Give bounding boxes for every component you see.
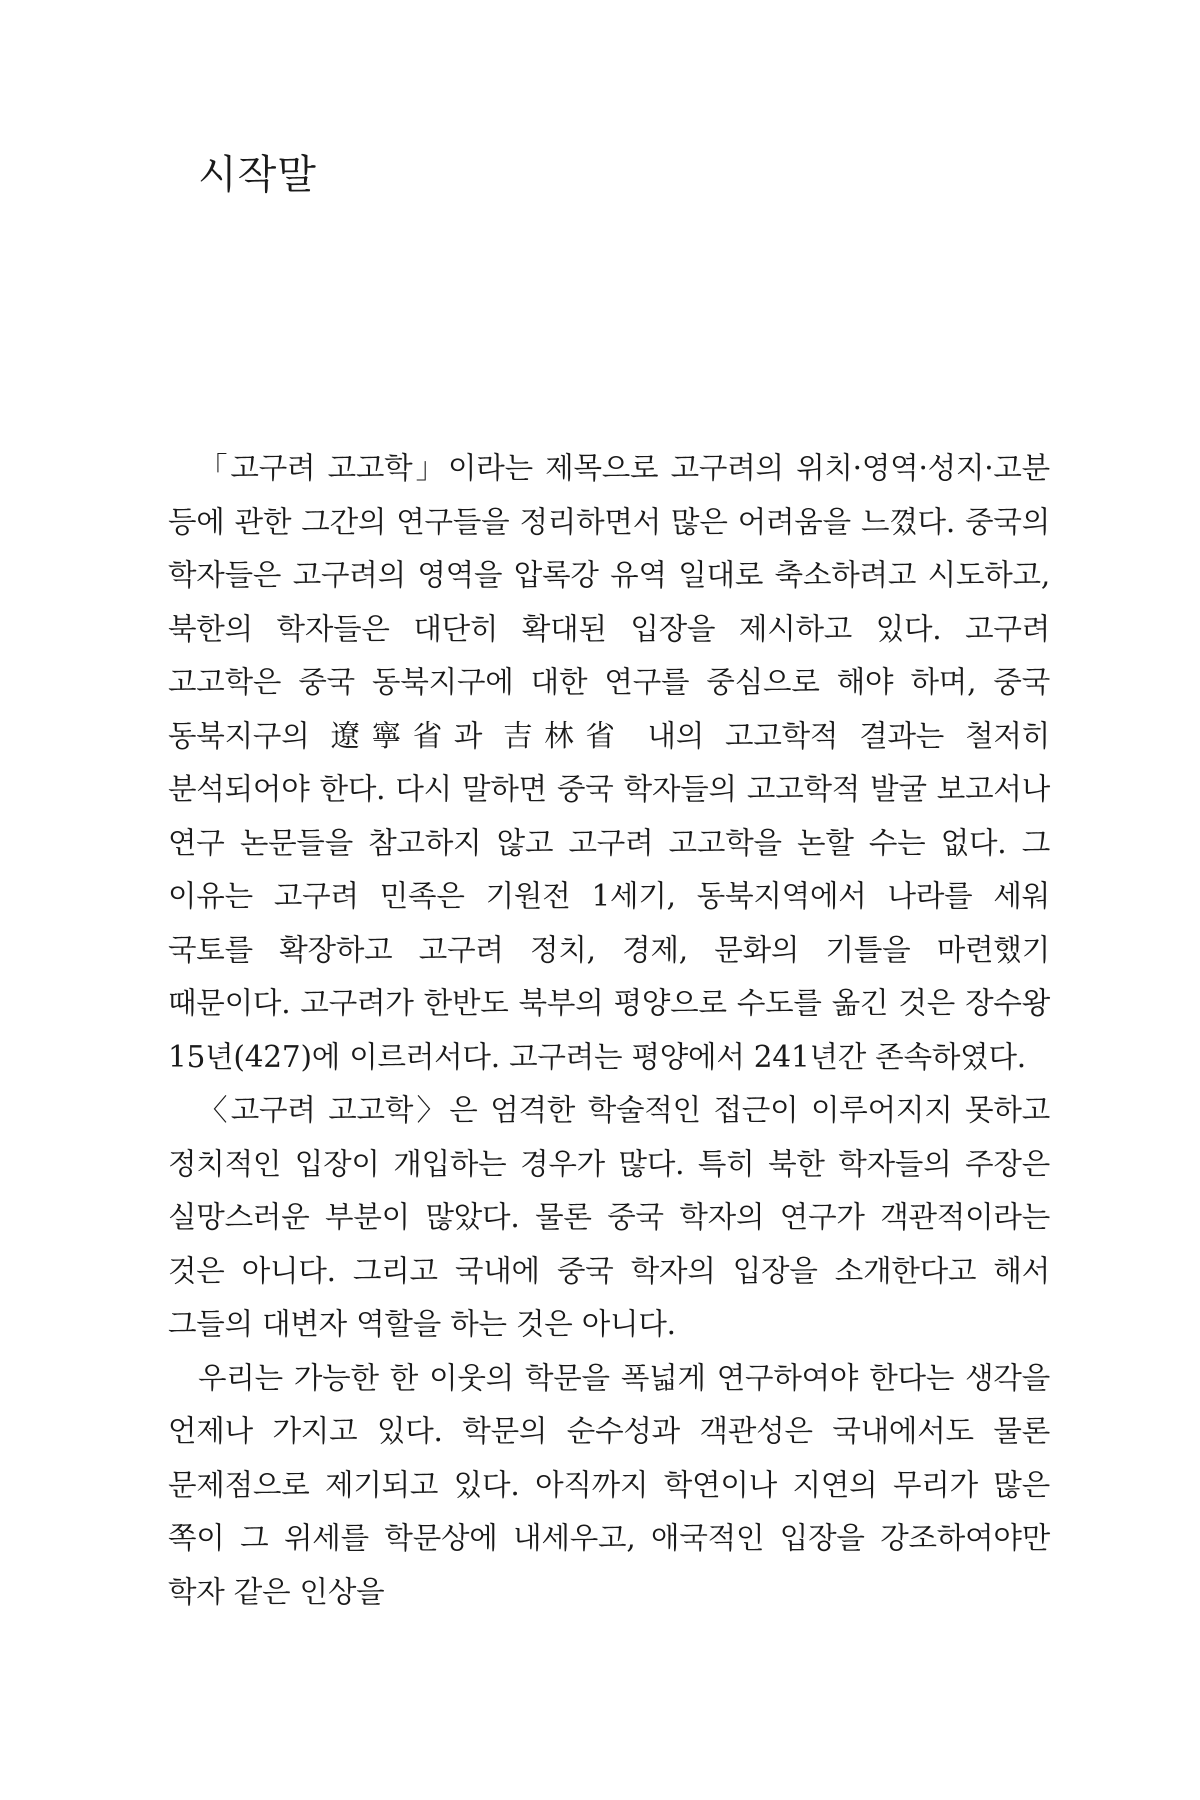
paragraph: 〈고구려 고고학〉은 엄격한 학술적인 접근이 이루어지지 못하고 정치적인 입장이 개입하는 경우가 많다. 특히 북한 학자들의 주장은 실망스러운 부분이 많았다. 물론 중국 학자의 연구가 객관적이라는 것은 아니다. 그리고 국내에 중국 학자의 입장을 소개한다고 해서 그들의 대변자 역할을 하는 것은 아니다. [168, 1093, 1050, 1341]
paragraph: 「고구려 고고학」이라는 제목으로 고구려의 위치·영역·성지·고분 등에 관한 그간의 연구들을 정리하면서 많은 어려움을 느꼈다. 중국의 학자들은 고구려의 영역을 압록강 유역 일대로 축소하려고 시도하고, 북한의 학자들은 대단히 확대된 입장을 제시하고 있다. 고구려 고고학은 중국 동북지구에 대한 연구를 중심으로 해야 하며, 중국 동북지구의 遼寧省과 吉林省 내의 고고학적 결과는 철저히 분석되어야 한다. 다시 말하면 중국 학자들의 고고학적 발굴 보고서나 연구 논문들을 참고하지 않고 고구려 고고학을 논할 수는 없다. 그 이유는 고구려 민족은 기원전 1세기, 동북지역에서 나라를 세워 국토를 확장하고 고구려 정치, 경제, 문화의 기틀을 마련했기 때문이다. 고구려가 한반도 북부의 평양으로 수도를 옮긴 것은 장수왕 15년(427)에 이르러서다. 고구려는 평양에서 241년간 존속하였다. [168, 451, 1050, 1074]
paragraph: 우리는 가능한 한 이웃의 학문을 폭넓게 연구하여야 한다는 생각을 언제나 가지고 있다. 학문의 순수성과 객관성은 국내에서도 물론 문제점으로 제기되고 있다. 아직까지 학연이나 지연의 무리가 많은 쪽이 그 위세를 학문상에 내세우고, 애국적인 입장을 강조하여야만 학자 같은 인상을 [168, 1360, 1050, 1609]
page-title: 시작말 [198, 151, 317, 198]
body-text [168, 442, 1050, 1619]
